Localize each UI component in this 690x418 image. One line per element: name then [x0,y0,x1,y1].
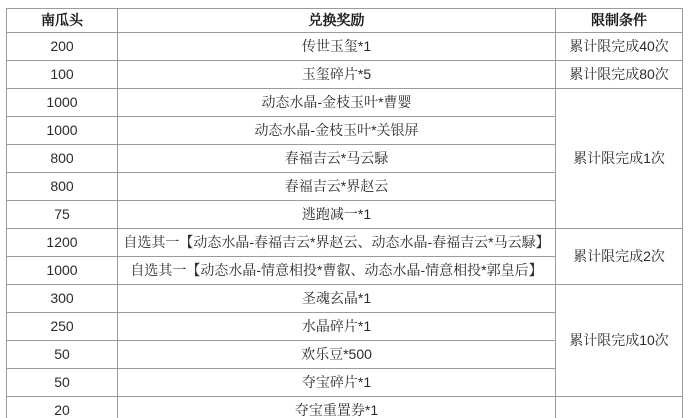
reward-cell: 玉玺碎片*5 [118,61,556,89]
cost-cell: 1200 [7,229,118,257]
condition-cell: 累计限完成80次 [556,61,683,89]
cost-cell: 200 [7,33,118,61]
reward-cell: 夺宝重置券*1 [118,397,556,418]
header-condition: 限制条件 [556,9,683,33]
reward-cell: 自选其一【动态水晶-情意相投*曹叡、动态水晶-情意相投*郭皇后】 [118,257,556,285]
condition-cell: 累计限完成1次 [556,89,683,229]
reward-cell: 春福吉云*界赵云 [118,173,556,201]
cost-cell: 20 [7,397,118,418]
cost-cell: 300 [7,285,118,313]
cost-cell: 100 [7,61,118,89]
cost-cell: 50 [7,369,118,397]
condition-cell: 累计限完成10次 [556,285,683,397]
header-row [7,9,683,33]
cost-cell: 800 [7,145,118,173]
table-row [7,397,683,418]
reward-cell: 水晶碎片*1 [118,313,556,341]
reward-cell: 逃跑减一*1 [118,201,556,229]
cost-cell: 1000 [7,89,118,117]
header-reward: 兑换奖励 [118,9,556,33]
cost-cell: 1000 [7,117,118,145]
cost-cell: 50 [7,341,118,369]
reward-exchange-table [6,8,683,418]
table-row [7,285,683,313]
table-row [7,89,683,117]
reward-table-body [7,33,683,418]
reward-cell: 春福吉云*马云騄 [118,145,556,173]
condition-cell: 累计限完成2次 [556,229,683,285]
header-cost: 南瓜头 [7,9,118,33]
reward-cell: 夺宝碎片*1 [118,369,556,397]
reward-cell: 自选其一【动态水晶-春福吉云*界赵云、动态水晶-春福吉云*马云騄】 [118,229,556,257]
cost-cell: 250 [7,313,118,341]
table-header [7,9,683,33]
reward-cell: 传世玉玺*1 [118,33,556,61]
cost-cell: 75 [7,201,118,229]
reward-cell: 欢乐豆*500 [118,341,556,369]
cost-cell: 800 [7,173,118,201]
table-row [7,61,683,89]
table-row [7,33,683,61]
cost-cell: 1000 [7,257,118,285]
table-row [7,229,683,257]
condition-cell: 累计限完成40次 [556,33,683,61]
reward-cell: 圣魂玄晶*1 [118,285,556,313]
reward-cell: 动态水晶-金枝玉叶*关银屏 [118,117,556,145]
reward-cell: 动态水晶-金枝玉叶*曹婴 [118,89,556,117]
condition-cell [556,397,683,418]
